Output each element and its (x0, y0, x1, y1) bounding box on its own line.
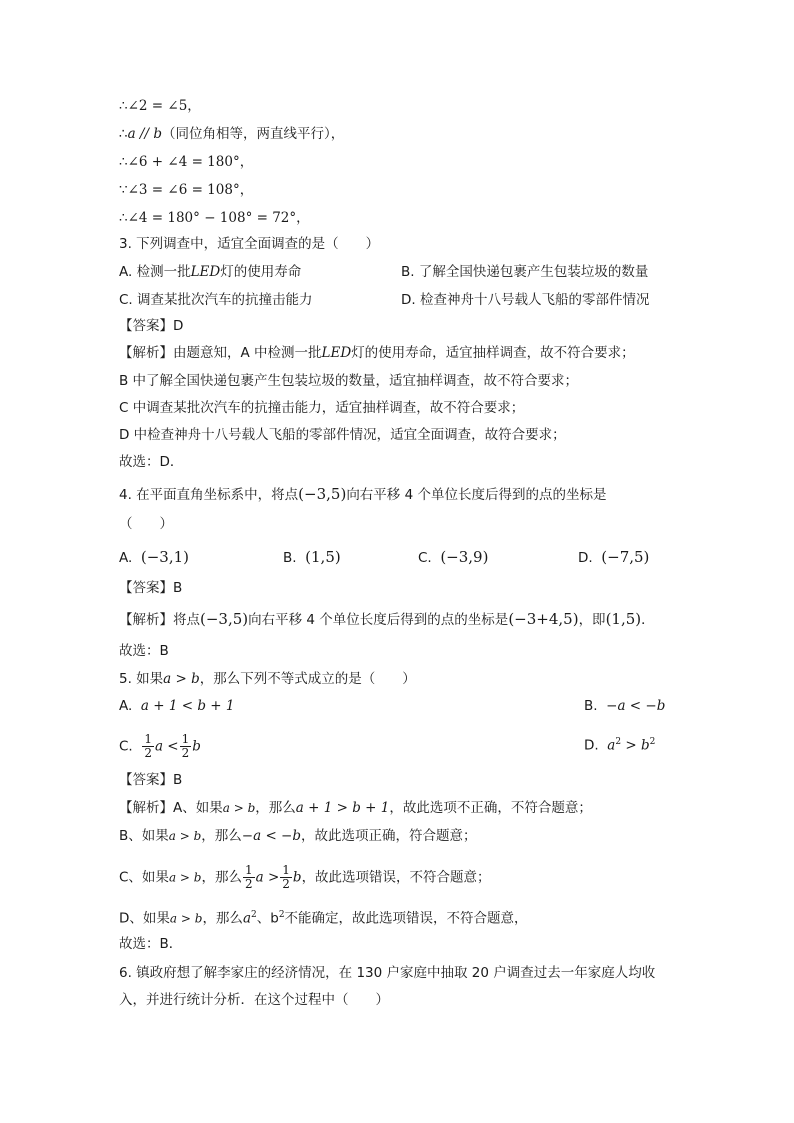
q4-option-c: C. (−3,9) (418, 548, 489, 566)
q5-explanation-d: D、如果a > b，那么$a^2$、$b^2$不能确定，故此选项错误，不符合题意， (119, 910, 528, 927)
q4-explanation: 【解析】将点(−3,5)向右平移 4 个单位长度后得到的点的坐标是(−3+4,5)，即(1,5)． (119, 610, 655, 628)
fraction-one-half: $\frac{1}{2}$ (244, 863, 253, 891)
proof-line-5: ∴∠4 = 180° − 108° = 72°， (119, 210, 310, 226)
q3-choose: 故选：D． (119, 454, 184, 470)
q4-option-d: D. (−7,5) (578, 548, 650, 566)
q5-option-a: A. a + 1 < b + 1 (119, 698, 235, 714)
fraction-one-half: $\frac{1}{2}$ (181, 732, 190, 760)
q4-paren: （ ） (119, 516, 173, 532)
q3-answer: 【答案】D (119, 318, 184, 334)
q5-explanation-b: B、如果a > b，那么−a < −b，故此选项正确，符合题意； (119, 828, 477, 844)
q3-stem: 3. 下列调查中，适宜全面调查的是（ ） (119, 236, 380, 252)
proof-line-1: ∴∠2 = ∠5， (119, 98, 201, 114)
q6-stem-line-2: 入，并进行统计分析．在这个过程中（ ） (119, 992, 389, 1008)
q5-stem: 5. 如果a > b，那么下列不等式成立的是（ ） (119, 671, 416, 687)
q4-option-a: A. (−3,1) (119, 548, 190, 566)
q3-explanation-4: D 中检查神舟十八号载人飞船的零部件情况，适宜全面调查，故符合要求； (119, 427, 566, 443)
q5-option-d: D. $a^2 > b^2$ (584, 737, 656, 754)
q3-option-d: D. 检查神舟十八号载人飞船的零部件情况 (401, 292, 650, 308)
q3-explanation-3: C 中调查某批次汽车的抗撞击能力，适宜抽样调查，故不符合要求； (119, 400, 525, 416)
q3-option-c: C. 调查某批次汽车的抗撞击能力 (119, 292, 313, 308)
q5-option-b: B. −a < −b (584, 698, 666, 714)
q5-answer: 【答案】B (119, 772, 183, 788)
q6-stem-line-1: 6. 镇政府想了解李家庄的经济情况，在 130 户家庭中抽取 20 户调查过去一年家庭人均收 (119, 965, 656, 981)
fraction-one-half: $\frac{1}{2}$ (282, 863, 290, 891)
q4-option-b: B. (1,5) (283, 548, 341, 566)
q5-choose: 故选：B． (119, 936, 183, 952)
fraction-one-half: $\frac{1}{2}$ (144, 732, 152, 760)
q3-option-a: A. 检测一批LED灯的使用寿命 (119, 264, 302, 280)
q5-explanation-c: C、如果a > b，那么 $\frac{1}{2}$ a > $\frac{1}{2}$ b，故此选项错误，不符合题意； (119, 863, 491, 891)
q4-choose: 故选：B (119, 643, 169, 659)
proof-line-2: ∴a // b（同位角相等，两直线平行）， (119, 126, 345, 142)
q4-answer: 【答案】B (119, 580, 183, 596)
proof-line-3: ∴∠6 + ∠4 = 180°， (119, 154, 254, 170)
q4-stem: 4. 在平面直角坐标系中，将点(−3,5)向右平移 4 个单位长度后得到的点的坐标是 (119, 485, 607, 503)
q3-explanation-1: 【解析】由题意知，A 中检测一批LED灯的使用寿命，适宜抽样调查，故不符合要求； (119, 345, 635, 361)
q5-explanation-a: 【解析】A、如果a > b，那么a + 1 > b + 1，故此选项不正确，不符合题意； (119, 800, 592, 816)
q3-explanation-2: B 中了解全国快递包裹产生包装垃圾的数量，适宜抽样调查，故不符合要求； (119, 373, 579, 389)
q5-option-c: C. $\frac{1}{2}$ a < $\frac{1}{2}$ b (119, 732, 201, 760)
proof-line-4: ∵∠3 = ∠6 = 108°， (119, 182, 254, 198)
q3-option-b: B. 了解全国快递包裹产生包装垃圾的数量 (401, 264, 649, 280)
